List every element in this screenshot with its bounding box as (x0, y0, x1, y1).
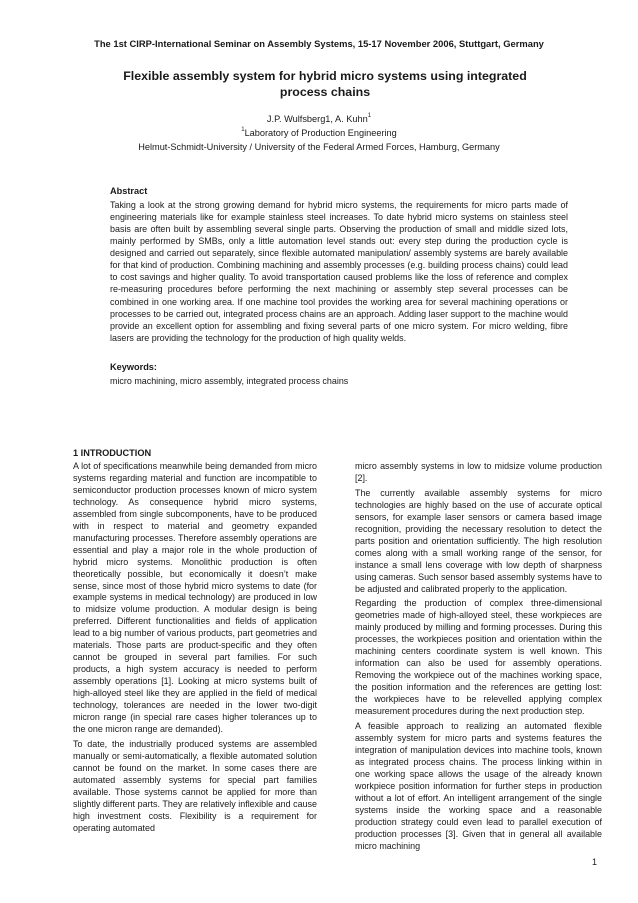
author-names (0, 112, 638, 126)
paper-title: Flexible assembly system for hybrid micro systems using integrated process chains (123, 69, 527, 99)
affiliation-text: Laboratory of Production Engineering (244, 128, 397, 138)
author-institution: Helmut-Schmidt-University / University of the Federal Armed Forces, Hamburg, Germany (138, 142, 500, 152)
paragraph: The currently available assembly systems for micro technologies are highly based on the use of accurate optical sensors, for example laser sensors or camera based image recognition, providing the necessary resolution to detect the parts position and orientation sufficiently. The high resolution comes along with a small working range of the sensor, for instance a small lens coverage with low depth of sharpness using cameras. Such sensor based assembly systems have to be adjusted and calibrated properly to the application. (355, 487, 602, 594)
body-column-right (355, 461, 602, 853)
body-column-left (73, 461, 317, 835)
keywords-heading: Keywords: (110, 362, 157, 372)
author-affiliation (0, 126, 638, 140)
affiliation-superscript: 1 (241, 127, 245, 133)
conference-header: The 1st CIRP-International Seminar on Assembly Systems, 15-17 November 2006, Stuttgart, Germany (94, 38, 544, 49)
author-names-text: J.P. Wulfsberg1, A. Kuhn (266, 114, 368, 124)
paragraph: micro assembly systems in low to midsize volume production [2]. (355, 461, 602, 483)
abstract-text: Taking a look at the strong growing demand for hybrid micro systems, the requirements for micro parts made of engineering materials like for example stainless steel increases. To date hybrid micro systems on stainless steel basis are often built by assembling several single parts. Observing the production of small and middle sized lots, mainly performed by SMBs, only a little automation level stands out: every step during the production cycle is designed and carried out separately, since flexible automated manipulation/ assembly systems are barely available for that kind of production. Combining machining and assembly processes (e.g. building process chains) could lead to cost savings and higher quality. To avoid transportation caused problems like the loss of reference and complex re-measuring procedures before performing the next machining or assembly step several processes can be combined in one working area. If one machine tool provides the working area for several machining operations or processes to be carried out, integrated process chains are an approach. Adding laser support to the machine would provide an excellent option for assembling and fixing several parts of one micro system. For micro welding, fibre lasers are providing the technology for the production of high quality welds. (110, 200, 568, 343)
paragraph: A feasible approach to realizing an automated flexible assembly system for micro parts and systems features the integration of manipulation devices into machine tools, known as integrated process chains. The process linking within in one working space allows the usage of the already known workpiece position information for further steps in production without a lot of effort. An intelligent arrangement of the single systems inside the working space and a reasonable production strategy could even lead to parallel execution of production processes [3]. Given that in general all available micro machining (355, 721, 602, 851)
paragraph: Regarding the production of complex three-dimensional geometries made of high-alloyed steel, these workpieces are mainly produced by milling and forming processes. During this processes, the workpieces position and orientation within the machining centers coordinate system is well known. This information can also be used for assembly operations. Removing the workpiece out of the machines working space, the position information and the references are getting lost: the workpieces have to be relevelled applying complex measurement procedures during the next production step. (355, 598, 602, 717)
page-number: 1 (592, 857, 598, 867)
keywords-text: micro machining, micro assembly, integrated process chains (110, 376, 349, 386)
paragraph: To date, the industrially produced systems are assembled manually or semi-automatically, a flexible automated solution cannot be found on the market. In some cases there are automated assembly systems for special part families available. Those systems cannot be applied for more than slightly different parts. They are relatively inflexible and cause high investment costs. Flexibility is a requirement for operating automated (73, 738, 317, 833)
author-superscript: 1 (367, 113, 372, 119)
abstract-heading: Abstract (110, 186, 148, 196)
author-block (0, 112, 638, 154)
paragraph: A lot of specifications meanwhile being demanded from micro systems regarding material and function are incompatible to semiconductor production processes known of micro system technology. As consequence hybrid micro systems, assembled from single subcomponents, have to be produced with in respect to material and geometry expanded manufacturing processes. Therefore assembly operations are essential and play a major role in the whole production of hybrid micro systems. Monolithic production is often theoretically possible, but economically it doesn’t make sense, since most of those hybrid micro systems to date (for example systems in medical technology) are produced in low to midsize volume production. A modular design is being preferred. Different functionalities and fields of application lead to a big number of various products, part geometries and materials. Those parts are product-specific and they often cannot be grouped in several part families. For such products, a high system accuracy is needed to perform assembly operations [1]. Looking at micro systems built of high-alloyed steel like they are applied in the field of medical technology, tolerances are needed in the lower two-digit micron range (in special rare cases higher tolerances up to the one micron range are demanded). (73, 461, 317, 734)
section-heading-introduction: 1 INTRODUCTION (73, 448, 152, 458)
